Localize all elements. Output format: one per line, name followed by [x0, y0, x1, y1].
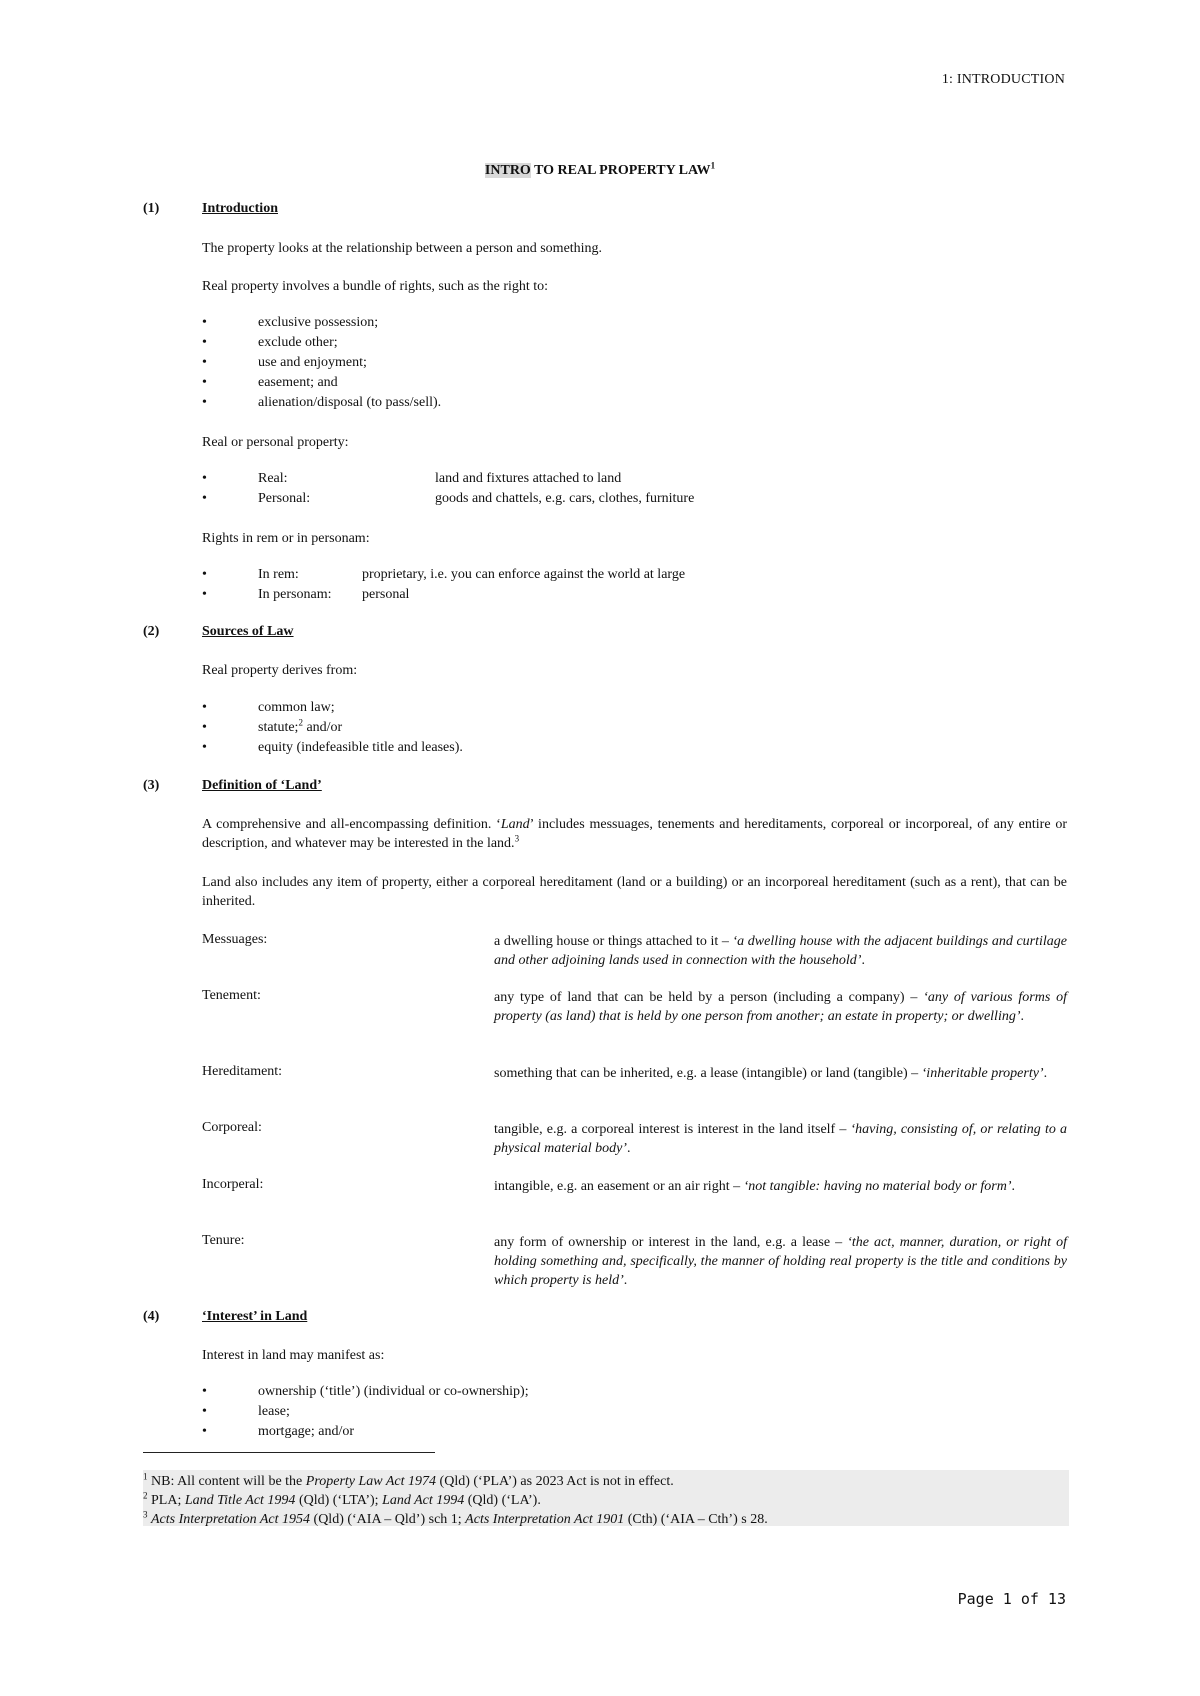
bullet-icon: • — [202, 740, 207, 755]
paragraph: Interest in land may manifest as: — [202, 1348, 385, 1363]
paragraph: Land also includes any item of property, either a corporeal hereditament (land or a building) or an incorporeal hereditament (such as a rent), that can be inherited. — [202, 875, 1067, 909]
bullet-icon: • — [202, 700, 207, 715]
list-item: exclusive possession; — [258, 315, 379, 330]
bullet-icon: • — [202, 1424, 207, 1439]
list-item: statute;$^2$ and/or — [258, 717, 343, 735]
bullet-icon: • — [202, 567, 207, 582]
definition-term: Tenure: — [202, 1233, 245, 1248]
list-item-label: In personam: — [258, 587, 332, 602]
paragraph: Real or personal property: — [202, 435, 349, 450]
list-item-label: In rem: — [258, 567, 299, 582]
definition-text: something that can be inherited, e.g. a lease (intangible) or land (tangible) – ‘inheritable property’. — [494, 1066, 1048, 1081]
paragraph: Rights in rem or in personam: — [202, 531, 370, 546]
list-item: use and enjoyment; — [258, 355, 367, 370]
paragraph: Real property derives from: — [202, 663, 358, 678]
section-number: (1) — [143, 201, 160, 216]
bullet-icon: • — [202, 1404, 207, 1419]
list-item: common law; — [258, 700, 335, 715]
section-heading: ‘Interest’ in Land — [202, 1309, 308, 1324]
definition-term: Incorperal: — [202, 1177, 264, 1192]
list-item: ownership (‘title’) (individual or co-ownership); — [258, 1384, 529, 1399]
definition-text: any type of land that can be held by a person (including a company) – ‘any of various forms of property (as land) that is held by one person from another; an estate in property; or dwelling’. — [494, 990, 1067, 1024]
list-item: equity (indefeasible title and leases). — [258, 740, 463, 755]
bullet-icon: • — [202, 1384, 207, 1399]
footnote-separator — [143, 1452, 435, 1453]
paragraph: Real property involves a bundle of rights, such as the right to: — [202, 279, 549, 294]
bullet-icon: • — [202, 375, 207, 390]
section-number: (3) — [143, 778, 160, 793]
bullet-icon: • — [202, 395, 207, 410]
bullet-icon: • — [202, 355, 207, 370]
list-item: lease; — [258, 1404, 290, 1419]
running-header: 1: INTRODUCTION — [941, 72, 1065, 87]
bullet-icon: • — [202, 587, 207, 602]
title-rest: TO REAL PROPERTY LAW — [530, 163, 711, 178]
list-item: mortgage; and/or — [258, 1424, 355, 1439]
title-footnote-ref[interactable]: 1 — [710, 160, 716, 171]
section-heading: Introduction — [202, 201, 278, 216]
title-highlight: INTRO — [484, 163, 531, 178]
section-heading: Sources of Law — [202, 624, 294, 639]
bullet-icon: • — [202, 471, 207, 486]
list-item-label: Personal: — [258, 491, 311, 506]
definition-term: Corporeal: — [202, 1120, 262, 1135]
list-item: easement; and — [258, 375, 338, 390]
list-item-label: Real: — [258, 471, 288, 486]
footnote-ref[interactable]: 2 — [298, 717, 303, 728]
definition-term: Tenement: — [202, 988, 261, 1003]
footnote: $^3$ Acts Interpretation Act 1954 (Qld) (‘AIA – Qld’) sch 1; Acts Interpretation Act 1901 (Cth) (‘AIA – Cth’) s 28. — [143, 1509, 768, 1527]
bullet-icon: • — [202, 315, 207, 330]
definition-term: Messuages: — [202, 932, 268, 947]
bullet-icon: • — [202, 335, 207, 350]
footnote-ref[interactable]: 3 — [514, 833, 520, 844]
section-heading: Definition of ‘Land’ — [202, 778, 322, 793]
definition-text: any form of ownership or interest in the land, e.g. a lease – ‘the act, manner, duration, or right of holding something and, specifically, the manner of holding real property is the title and conditions by which property is held’. — [494, 1235, 1067, 1288]
footnote: $^2$ PLA; Land Title Act 1994 (Qld) (‘LTA’); Land Act 1994 (Qld) (‘LA’). — [143, 1490, 541, 1508]
list-item-desc: proprietary, i.e. you can enforce against the world at large — [362, 567, 686, 582]
list-item-desc: land and fixtures attached to land — [435, 471, 622, 486]
page-number: Page 1 of 13 — [957, 1590, 1066, 1608]
list-item: alienation/disposal (to pass/sell). — [258, 395, 442, 410]
section-number: (2) — [143, 624, 160, 639]
section-number: (4) — [143, 1309, 160, 1324]
definition-text: a dwelling house or things attached to it – ‘a dwelling house with the adjacent buildings and curtilage and other adjoining lands used in connection with the household’. — [494, 934, 1067, 968]
list-item-desc: personal — [362, 587, 410, 602]
definition-text: tangible, e.g. a corporeal interest is interest in the land itself – ‘having, consisting of, or relating to a physical material body’. — [494, 1122, 1067, 1156]
footnote: $^1$ NB: All content will be the Property Law Act 1974 (Qld) (‘PLA’) as 2023 Act is not in effect. — [143, 1471, 674, 1489]
list-item: exclude other; — [258, 335, 338, 350]
bullet-icon: • — [202, 491, 207, 506]
paragraph: A comprehensive and all-encompassing definition. ‘Land’ includes messuages, tenements and hereditaments, corporeal or incorporeal, of any entire or description, and whatever may be interested in the land.$^3$ — [202, 817, 1067, 851]
definition-text: intangible, e.g. an easement or an air right – ‘not tangible: having no material body or form’. — [494, 1179, 1016, 1194]
bullet-icon: • — [202, 720, 207, 735]
definition-term: Hereditament: — [202, 1064, 283, 1079]
paragraph: The property looks at the relationship between a person and something. — [202, 241, 603, 256]
document-title — [0, 160, 1200, 179]
list-item-desc: goods and chattels, e.g. cars, clothes, furniture — [435, 491, 695, 506]
